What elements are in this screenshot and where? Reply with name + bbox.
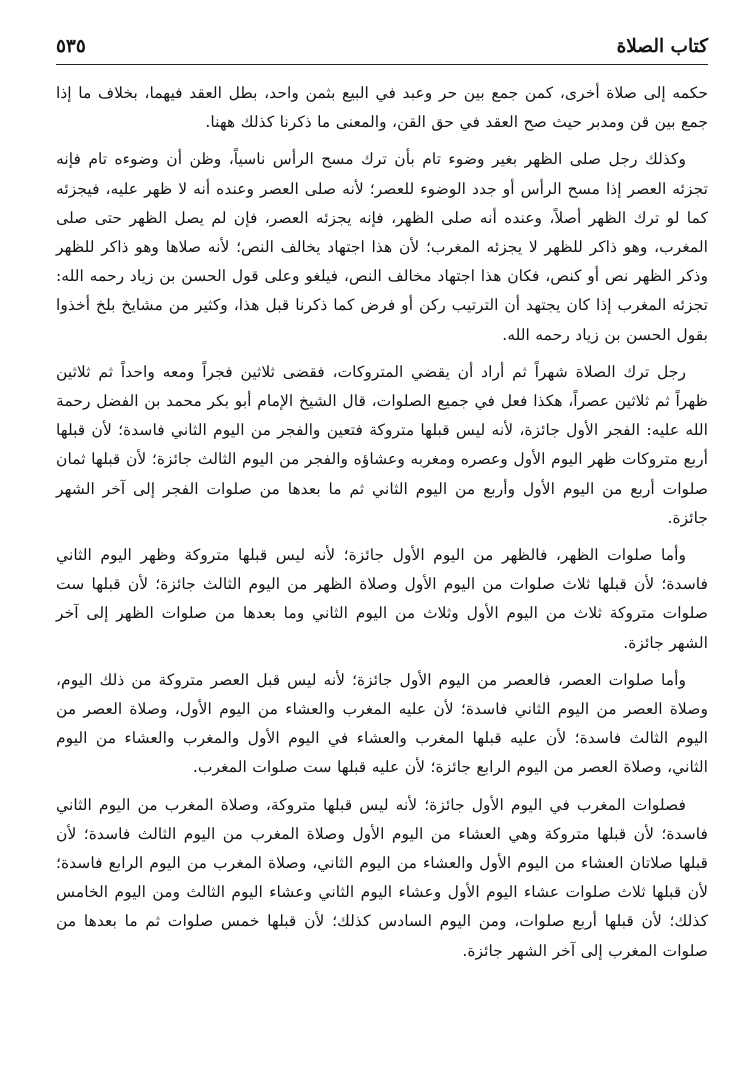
book-page [56,34,708,1074]
body-text [56,79,708,966]
paragraph: وأما صلوات الظهر، فالظهر من اليوم الأول جائزة؛ لأنه ليس قبلها متروكة وظهر اليوم الثاني فاسدة؛ لأن قبلها ثلاث صلوات من اليوم الأول وصلاة الظهر من اليوم الثالث جائزة؛ لأن قبلها ست صلوات متروكة ثلاث من اليوم الأول وثلاث من اليوم الثاني وما بعدها من صلوات الظهر إلى آخر الشهر جائزة. [56,546,708,652]
paragraph: فصلوات المغرب في اليوم الأول جائزة؛ لأنه ليس قبلها متروكة، وصلاة المغرب من اليوم الثاني فاسدة؛ لأن قبلها متروكة وهي العشاء من اليوم الأول وصلاة المغرب من اليوم الثالث فاسدة؛ لأن قبلها صلاتان العشاء من اليوم الأول والعشاء من اليوم الثاني، وصلاة المغرب من اليوم الرابع فاسدة؛ لأن قبلها ثلاث صلوات عشاء اليوم الأول وعشاء اليوم الثاني وعشاء اليوم الثالث ومن اليوم الخامس كذلك؛ لأن قبلها أربع صلوات، ومن اليوم السادس كذلك؛ لأن قبلها خمس صلوات ثم ما بعدها من صلوات المغرب إلى آخر الشهر جائزة. [56,795,708,960]
paragraph: وكذلك رجل صلى الظهر بغير وضوء تام بأن ترك مسح الرأس ناسياً، وظن أن وضوءه تام فإنه تجزئه العصر إذا مسح الرأس أو جدد الوضوء للعصر؛ لأنه صلى العصر وعنده أنه لا ظهر عليه، فيجزئه كما لو ترك الظهر أصلاً، وعنده أنه صلى الظهر، فإنه يجزئه العصر، فإن لم يصل الظهر حتى صلى المغرب، وهو ذاكر للظهر لا يجزئه المغرب؛ لأن هذا اجتهاد يخالف النص؛ لأنه صلاها وهو ذاكر للظهر وذكر الظهر نص أو كنص، فكان هذا اجتهاد مخالف النص، فيلغو وعلى قول الحسن بن زياد رحمه الله: تجزئه المغرب إذا كان يجتهد أن الترتيب ركن أو فرض كما ذكرنا قبل هذا، وكثير من مشايخ بلخ أخذوا بقول الحسن بن زياد رحمه الله. [56,150,708,344]
page-number: ٥٣٥ [56,36,86,57]
chapter-title: كتاب الصلاة [616,36,708,57]
running-header [56,34,708,65]
paragraph: رجل ترك الصلاة شهراً ثم أراد أن يقضي المتروكات، فقضى ثلاثين فجراً ومعه واحداً ثم ثلاثين ظهراً ثم ثلاثين عصراً، هكذا فعل في جميع الصلوات، قال الشيخ الإمام أبو بكر محمد بن الفضل رحمة الله عليه: الفجر الأول جائزة، لأنه ليس قبلها متروكة فتعين والفجر من اليوم الثاني فاسدة؛ لأن قبلها أربع متروكات ظهر اليوم الأول وعصره ومغربه وعشاؤه والفجر من اليوم الثالث جائزة؛ لأن قبلها ثمان صلوات أربع من اليوم الأول وأربع من اليوم الثاني ثم ما بعدها من صلوات الفجر إلى آخر الشهر جائزة. [56,362,708,527]
paragraph: حكمه إلى صلاة أخرى، كمن جمع بين حر وعبد في البيع بثمن واحد، بطل العقد فيهما، بخلاف ما إذا جمع بين قن ومدبر حيث صح العقد في حق القن، والمعنى ما ذكرنا كذلك ههنا. [56,84,708,132]
paragraph: وأما صلوات العصر، فالعصر من اليوم الأول جائزة؛ لأنه ليس قبل العصر متروكة من ذلك اليوم، وصلاة العصر من اليوم الثاني فاسدة؛ لأن عليه المغرب والعشاء من اليوم الأول، وصلاة العصر من اليوم الثالث فاسدة؛ لأن عليه قبلها المغرب والعشاء في اليوم الأول والمغرب والعشاء من اليوم الثاني، وصلاة العصر من اليوم الرابع جائزة؛ لأن عليه قبلها ست صلوات المغرب. [56,670,708,777]
